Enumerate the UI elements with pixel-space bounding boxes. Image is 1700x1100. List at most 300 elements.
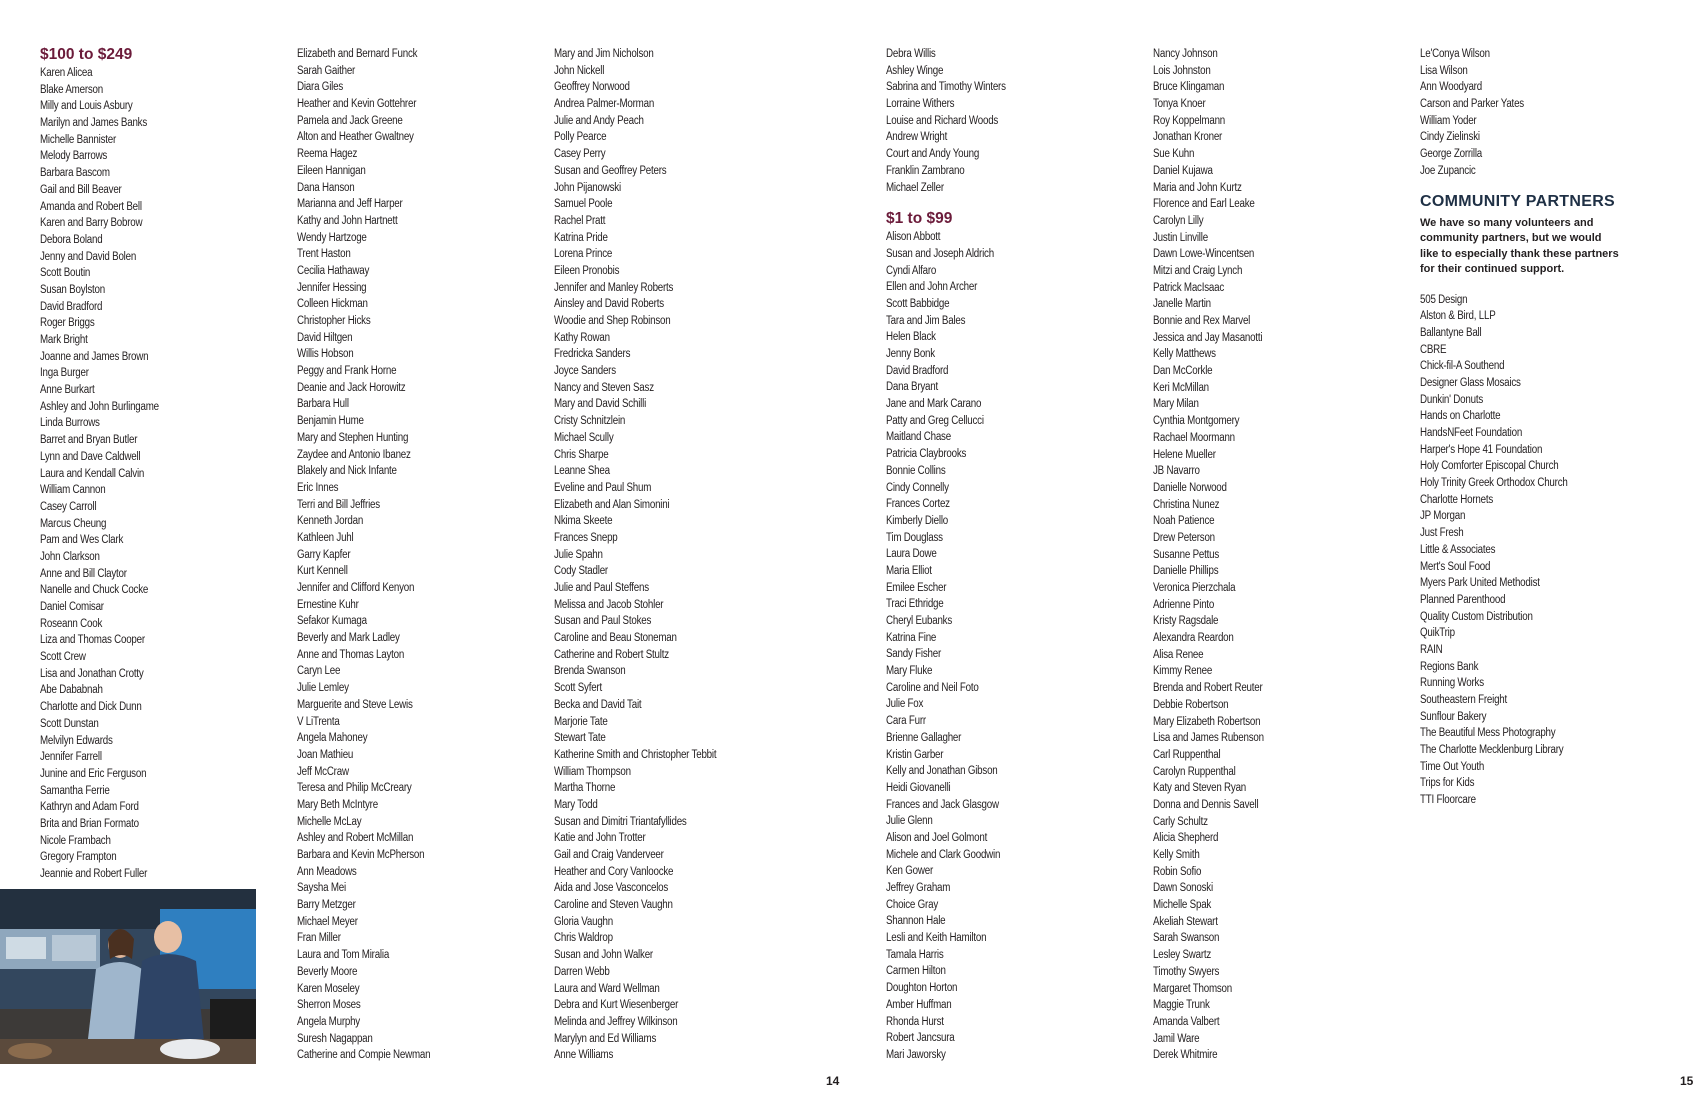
donor-name: Susan and Joseph Aldrich (886, 247, 994, 260)
donor-name: Jennifer Hessing (297, 281, 367, 294)
donor-name: Christina Nunez (1153, 498, 1220, 511)
donor-name: Garry Kapfer (297, 548, 351, 561)
donor-name: Patty and Greg Cellucci (886, 414, 984, 427)
donor-name: Jeffrey Graham (886, 882, 951, 894)
donor-name: Julie Fox (886, 698, 924, 711)
donor-name: Lisa and James Rubenson (1153, 732, 1264, 745)
donor-name: Beverly Moore (297, 965, 358, 978)
donor-name: Michele and Clark Goodwin (886, 848, 1001, 861)
donor-name: Willis Hobson (297, 348, 354, 361)
donor-name: Susan and John Walker (554, 949, 653, 962)
partner-item: JP Morgan (1420, 510, 1466, 523)
donor-column-6 (1420, 46, 1620, 809)
donor-name: Inga Burger (40, 367, 89, 380)
donor-name: Marianna and Jeff Harper (297, 198, 403, 211)
partner-item: Time Out Youth (1420, 760, 1485, 773)
donor-name: Casey Carroll (40, 500, 97, 513)
donor-name: Geoffrey Norwood (554, 81, 630, 94)
donor-name: Le'Conya Wilson (1420, 48, 1490, 60)
donor-name: Susanne Pettus (1153, 548, 1220, 561)
donor-name: Eveline and Paul Shum (554, 481, 652, 494)
donor-name: Patrick MacIsaac (1153, 281, 1225, 294)
donor-name: Lisa Wilson (1420, 64, 1468, 77)
donor-name: Melody Barrows (40, 150, 108, 163)
donor-name: Daniel Kujawa (1153, 164, 1213, 177)
donor-name: Aida and Jose Vasconcelos (554, 882, 669, 895)
donor-name: Joe Zupancic (1420, 164, 1476, 177)
community-partners-intro: We have so many volunteers and community partners, but we would like to especially thank these partners for their continued support. (1420, 216, 1619, 275)
donor-name: Kimberly Diello (886, 514, 948, 527)
partner-item: Trips for Kids (1420, 777, 1475, 790)
donor-name: Frances and Jack Glasgow (886, 798, 999, 811)
partner-item: Just Fresh (1420, 527, 1464, 540)
donor-name: Dana Hanson (297, 181, 355, 194)
donor-name: Maitland Chase (886, 431, 951, 444)
donor-name: Angela Mahoney (297, 732, 368, 745)
donor-name: Cyndi Alfaro (886, 264, 937, 277)
donor-name: Lorraine Withers (886, 98, 955, 111)
donor-name: Brenda and Robert Reuter (1153, 682, 1263, 695)
donor-name: Kristy Ragsdale (1153, 615, 1219, 628)
donor-name: Michelle Bannister (40, 133, 117, 146)
partner-item: Holy Comforter Episcopal Church (1420, 460, 1559, 473)
donor-name: Sarah Swanson (1153, 932, 1220, 945)
donor-name: Kathy and John Hartnett (297, 214, 398, 227)
donor-name: Nkima Skeete (554, 515, 613, 528)
donor-name: Susan Boylston (40, 283, 105, 296)
donor-name: Debora Boland (40, 233, 103, 246)
donor-name: David Bradford (40, 300, 103, 313)
donor-name: Keri McMillan (1153, 381, 1209, 394)
donor-name: Barbara Bascom (40, 167, 110, 180)
donor-name: Teresa and Philip McCreary (297, 782, 412, 795)
donor-name: Julie and Andy Peach (554, 114, 644, 127)
donor-name: Gail and Bill Beaver (40, 183, 122, 196)
donor-name: Brenda Swanson (554, 665, 626, 678)
donor-name: Heather and Kevin Gottehrer (297, 98, 417, 111)
donor-name: Cody Stadler (554, 565, 608, 578)
donor-name: Blakely and Nick Infante (297, 465, 397, 478)
donor-name: Lesli and Keith Hamilton (886, 932, 987, 945)
donor-name: Dan McCorkle (1153, 365, 1213, 378)
partner-item: Chick-fil-A Southend (1420, 360, 1505, 373)
donor-name: Sherron Moses (297, 999, 361, 1012)
donor-name: Carl Ruppenthal (1153, 748, 1221, 761)
donor-name: Jessica and Jay Masanotti (1153, 331, 1263, 344)
donor-name: Katie and John Trotter (554, 832, 646, 845)
tier-heading-100-249: $100 to $249 (40, 46, 133, 63)
donor-name: Kurt Kennell (297, 565, 348, 578)
donor-name: Gloria Vaughn (554, 915, 614, 928)
donor-name: Alton and Heather Gwaltney (297, 131, 414, 144)
donor-name: Michael Scully (554, 431, 614, 444)
page-number-left: 14 (826, 1074, 840, 1088)
donor-name: Maria Elliot (886, 564, 932, 577)
donor-name: Cindy Zielinski (1420, 131, 1480, 144)
donor-name: John Pijanowski (554, 181, 621, 194)
donor-name: Eric Innes (297, 481, 339, 494)
donor-list (1420, 46, 1620, 180)
donor-name: Milly and Louis Asbury (40, 100, 133, 113)
donor-name: Samuel Poole (554, 198, 613, 211)
donor-name: David Bradford (886, 364, 949, 377)
donor-name: Court and Andy Young (886, 148, 980, 161)
donor-name: Blake Amerson (40, 83, 103, 96)
donor-name: Carolyn Lilly (1153, 214, 1204, 227)
donor-name: Pamela and Jack Greene (297, 114, 403, 127)
partner-item: Little & Associates (1420, 543, 1496, 556)
donor-name: Melinda and Jeffrey Wilkinson (554, 1015, 678, 1028)
donor-name: Laura and Tom Miralia (297, 949, 390, 962)
donor-name: Peggy and Frank Horne (297, 365, 397, 378)
donor-name: Alison and Joel Golmont (886, 831, 988, 844)
donor-name: Casey Perry (554, 148, 606, 161)
donor-name: Marylyn and Ed Williams (554, 1032, 657, 1045)
donor-column-1 (40, 46, 180, 883)
donor-name: Karen Alicea (40, 67, 93, 79)
donor-name: Frances Snepp (554, 531, 618, 544)
donor-name: Danielle Phillips (1153, 565, 1219, 578)
donor-name: Susan and Geoffrey Peters (554, 164, 667, 177)
donor-list (40, 65, 180, 883)
donor-name: Janelle Martin (1153, 298, 1211, 311)
donor-column-2 (297, 46, 454, 1064)
donor-name: Abe Dababnah (40, 684, 103, 697)
donor-name: Andrea Palmer-Morman (554, 98, 655, 111)
donor-name: Franklin Zambrano (886, 164, 965, 177)
donor-name: Lois Johnston (1153, 64, 1211, 77)
donor-name: Samantha Ferrie (40, 784, 110, 797)
donor-name: Kelly Matthews (1153, 348, 1216, 361)
community-partners-heading: COMMUNITY PARTNERS (1420, 192, 1616, 210)
donor-name: Michael Zeller (886, 181, 944, 194)
donor-name: Gregory Frampton (40, 851, 117, 864)
donor-name: Cristy Schnitzlein (554, 415, 626, 428)
donor-name: JB Navarro (1153, 465, 1200, 478)
donor-name: Tonya Knoer (1153, 98, 1206, 111)
donor-name: Carly Schultz (1153, 815, 1208, 828)
partner-item: RAIN (1420, 643, 1443, 656)
donor-name: Zaydee and Antonio Ibanez (297, 448, 411, 461)
donor-name: Darren Webb (554, 965, 610, 978)
donor-name: Fran Miller (297, 932, 341, 945)
donor-name: Martha Thorne (554, 782, 616, 795)
donor-name: Diara Giles (297, 81, 344, 94)
donor-column-4 (886, 46, 1027, 1064)
partner-item: Mert's Soul Food (1420, 560, 1491, 573)
donor-name: Roger Briggs (40, 317, 95, 330)
donor-name: Patricia Claybrooks (886, 448, 967, 461)
partner-item: HandsNFeet Foundation (1420, 427, 1523, 439)
donor-name: Cheryl Eubanks (886, 615, 953, 627)
donor-name: Rhonda Hurst (886, 1015, 944, 1028)
donor-name: Saysha Mei (297, 882, 346, 895)
donor-name: Mary and David Schilli (554, 398, 647, 411)
donor-name: Mary Todd (554, 798, 598, 811)
donor-name: Mary Beth McIntyre (297, 798, 378, 811)
donor-name: George Zorrilla (1420, 148, 1483, 161)
donor-name: Katy and Steven Ryan (1153, 782, 1247, 795)
donor-name: Cindy Connelly (886, 481, 949, 494)
donor-name: Caroline and Neil Foto (886, 681, 979, 694)
donor-name: Kelly and Jonathan Gibson (886, 765, 998, 778)
donor-name: Tim Douglass (886, 531, 943, 544)
donor-name: Mark Bright (40, 334, 88, 346)
donor-name: Roy Koppelmann (1153, 114, 1226, 127)
donor-name: Michael Meyer (297, 915, 358, 928)
donor-name: Jane and Mark Carano (886, 398, 982, 411)
donor-name: Shannon Hale (886, 915, 946, 928)
donor-name: Drew Peterson (1153, 531, 1215, 544)
donor-name: Florence and Earl Leake (1153, 198, 1255, 211)
donor-list (554, 46, 745, 1064)
donor-name: Polly Pearce (554, 131, 607, 144)
donor-name: Pam and Wes Clark (40, 534, 124, 547)
partner-item: Southeastern Freight (1420, 694, 1508, 706)
donor-name: Karen Moseley (297, 982, 360, 995)
donor-name: Brita and Brian Formato (40, 817, 139, 830)
donor-name: Fredricka Sanders (554, 348, 631, 361)
donor-name: Cara Furr (886, 715, 926, 728)
donor-name: Marcus Cheung (40, 517, 107, 530)
donor-name: Reema Hagez (297, 148, 358, 161)
donor-name: Jonathan Kroner (1153, 131, 1223, 144)
donor-name: Michelle Spak (1153, 899, 1212, 912)
donor-name: Alisa Renee (1153, 648, 1204, 661)
donor-name: Ainsley and David Roberts (554, 298, 664, 311)
donor-name: Debbie Robertson (1153, 698, 1229, 711)
donor-name: Veronica Pierzchala (1153, 582, 1236, 594)
partner-item: Ballantyne Ball (1420, 326, 1482, 339)
donor-name: Lesley Swartz (1153, 949, 1212, 962)
donor-name: Joan Mathieu (297, 748, 354, 761)
donor-name: Chris Waldrop (554, 932, 613, 945)
donor-name: Dana Bryant (886, 381, 939, 394)
donor-name: Kenneth Jordan (297, 515, 364, 528)
partner-list (1420, 292, 1620, 809)
donor-name: Nancy Johnson (1153, 48, 1218, 60)
tier-heading-1-99: $1 to $99 (886, 210, 953, 228)
donor-name: Lorena Prince (554, 248, 613, 261)
donor-name: Noah Patience (1153, 515, 1215, 528)
donor-name: Barret and Bryan Butler (40, 434, 138, 447)
donor-name: Laura Dowe (886, 548, 937, 561)
donor-name: Susan and Dimitri Triantafyllides (554, 815, 687, 828)
donor-name: Elizabeth and Bernard Funck (297, 48, 418, 60)
donor-name: Kimmy Renee (1153, 665, 1213, 678)
donor-column-3 (554, 46, 745, 1064)
donor-name: Marilyn and James Banks (40, 117, 148, 130)
donor-name: Ellen and John Archer (886, 281, 978, 294)
donor-name: Melissa and Jacob Stohler (554, 598, 664, 611)
partner-item: Myers Park United Methodist (1420, 577, 1540, 590)
donor-name: Nancy and Steven Sasz (554, 381, 654, 394)
partner-item: Charlotte Hornets (1420, 493, 1493, 506)
donor-name: Akeliah Stewart (1153, 915, 1218, 928)
donor-name: Jenny Bonk (886, 348, 935, 360)
donor-name: Suresh Nagappan (297, 1032, 373, 1045)
donor-name: Anne Williams (554, 1049, 614, 1062)
donor-name: Bonnie and Rex Marvel (1153, 315, 1251, 327)
donor-name: Kathryn and Adam Ford (40, 801, 139, 814)
donor-name: Barry Metzger (297, 899, 356, 912)
donor-name: Eileen Pronobis (554, 264, 620, 277)
donor-name: Nicole Frambach (40, 834, 111, 847)
partner-item: Sunflour Bakery (1420, 710, 1487, 723)
donor-name: Anne Burkart (40, 384, 95, 397)
partner-item: Hands on Charlotte (1420, 410, 1501, 423)
donor-name: V LiTrenta (297, 715, 340, 728)
partner-item: Alston & Bird, LLP (1420, 310, 1496, 323)
partner-item: CBRE (1420, 343, 1447, 356)
donor-name: Marguerite and Steve Lewis (297, 698, 413, 711)
donor-name: Amber Huffman (886, 998, 952, 1011)
donor-name: Julie Spahn (554, 548, 603, 561)
donor-name: Bruce Klingaman (1153, 81, 1225, 94)
partner-item: Quality Custom Distribution (1420, 610, 1533, 623)
donor-name: Tamala Harris (886, 948, 944, 961)
page-number-right: 15 (1680, 1074, 1694, 1088)
donor-column-5 (1153, 46, 1283, 1064)
donor-name: Cynthia Montgomery (1153, 415, 1240, 428)
donor-name: Mary and Stephen Hunting (297, 431, 409, 444)
donor-name: Timothy Swyers (1153, 965, 1220, 978)
donor-name: Heather and Cory Vanloocke (554, 865, 674, 878)
donor-name: Ashley and John Burlingame (40, 400, 159, 413)
donor-name: Susan and Paul Stokes (554, 615, 652, 628)
donor-name: Scott Crew (40, 651, 86, 664)
donor-name: Debra Willis (886, 48, 936, 60)
donor-name: Rachael Moormann (1153, 431, 1235, 444)
donor-name: William Thompson (554, 765, 631, 778)
donor-name: Amanda and Robert Bell (40, 200, 142, 213)
partner-item: TTI Floorcare (1420, 794, 1476, 807)
donor-name: Anne and Thomas Layton (297, 648, 405, 661)
donor-name: Linda Burrows (40, 417, 100, 430)
donor-name: Jennifer and Clifford Kenyon (297, 582, 415, 594)
donor-name: Doughton Horton (886, 982, 958, 995)
donor-name: Trent Haston (297, 248, 351, 261)
donor-name: Chris Sharpe (554, 448, 609, 461)
donor-name: Joanne and James Brown (40, 350, 149, 363)
donor-name: Lisa and Jonathan Crotty (40, 667, 144, 680)
partner-item: The Charlotte Mecklenburg Library (1420, 744, 1564, 757)
donor-name: Laura and Ward Wellman (554, 982, 660, 995)
donor-name: Katrina Fine (886, 631, 937, 644)
donor-name: Donna and Dennis Savell (1153, 798, 1259, 811)
donor-name: Caroline and Steven Vaughn (554, 899, 673, 912)
donor-name: Laura and Kendall Calvin (40, 467, 145, 480)
donor-name: Anne and Bill Claytor (40, 567, 127, 580)
donor-name: Katrina Pride (554, 231, 608, 244)
donor-name: Colleen Hickman (297, 298, 368, 311)
donor-name: Kathleen Juhl (297, 531, 354, 544)
donor-name: Kelly Smith (1153, 849, 1200, 861)
donor-name: Caroline and Beau Stoneman (554, 632, 677, 645)
donor-name: Scott Dunstan (40, 717, 99, 730)
donor-name: Elizabeth and Alan Simonini (554, 498, 670, 511)
donor-list (1153, 46, 1283, 1064)
partner-item: Dunkin' Donuts (1420, 393, 1484, 406)
donor-name: Eileen Hannigan (297, 164, 366, 177)
donor-name: Maria and John Kurtz (1153, 181, 1242, 194)
donor-name: Deanie and Jack Horowitz (297, 381, 406, 394)
donor-name: John Nickell (554, 64, 605, 77)
donor-name: Carmen Hilton (886, 965, 946, 978)
donor-name: Liza and Thomas Cooper (40, 634, 145, 647)
donor-name: Alison Abbott (886, 231, 941, 244)
donor-name: Karen and Barry Bobrow (40, 217, 143, 230)
donor-name: Louise and Richard Woods (886, 114, 999, 127)
partner-item: Planned Parenthood (1420, 593, 1506, 606)
donor-name: Sabrina and Timothy Winters (886, 81, 1006, 94)
donor-name: Sefakor Kumaga (297, 615, 367, 628)
partner-item: Harper's Hope 41 Foundation (1420, 443, 1543, 456)
donor-name: Barbara and Kevin McPherson (297, 849, 425, 861)
donor-name: Nanelle and Chuck Cocke (40, 584, 149, 597)
donor-name: Adrienne Pinto (1153, 598, 1215, 611)
donor-name: Julie Lemley (297, 682, 349, 695)
donor-name: Danielle Norwood (1153, 481, 1227, 494)
donor-name: Ernestine Kuhr (297, 598, 359, 611)
donor-name: Leanne Shea (554, 465, 610, 478)
donor-name: Scott Babbidge (886, 297, 950, 310)
donor-name: Jennifer Farrell (40, 751, 102, 764)
partner-item: Designer Glass Mosaics (1420, 376, 1521, 389)
partner-item: Holy Trinity Greek Orthodox Church (1420, 477, 1568, 490)
donor-name: Caryn Lee (297, 665, 341, 678)
donor-name: Catherine and Robert Stultz (554, 648, 669, 661)
donor-name: Jeff McCraw (297, 765, 349, 778)
donor-name: William Yoder (1420, 114, 1477, 127)
donor-name: Wendy Hartzoge (297, 231, 367, 244)
donor-name: Mitzi and Craig Lynch (1153, 264, 1243, 277)
donor-name: Maggie Trunk (1153, 999, 1210, 1012)
donor-name: Carolyn Ruppenthal (1153, 765, 1236, 778)
donor-name: Melvilyn Edwards (40, 734, 113, 747)
donor-name: Traci Ethridge (886, 598, 944, 611)
donor-name: Bonnie Collins (886, 464, 946, 477)
donor-name: Carson and Parker Yates (1420, 98, 1524, 111)
donor-name: Dawn Sonoski (1153, 882, 1213, 895)
donor-name: Heidi Giovanelli (886, 781, 951, 794)
donor-name: Marjorie Tate (554, 715, 608, 728)
partner-item: The Beautiful Mess Photography (1420, 727, 1556, 740)
donor-name: Scott Boutin (40, 267, 91, 280)
donor-list (886, 46, 1027, 196)
donor-name: Sue Kuhn (1153, 148, 1195, 161)
donor-name: Mari Jaworsky (886, 1048, 946, 1061)
partner-item: Regions Bank (1420, 660, 1479, 673)
donor-name: Ann Meadows (297, 865, 357, 878)
donor-name: Mary Fluke (886, 665, 933, 678)
donor-name: Kathy Rowan (554, 331, 610, 344)
donor-name: Mary and Jim Nicholson (554, 48, 654, 60)
donor-name: Christopher Hicks (297, 315, 371, 327)
donor-name: Woodie and Shep Robinson (554, 315, 671, 327)
donor-name: Robin Sofio (1153, 865, 1202, 878)
donor-name: Dawn Lowe-Wincentsen (1153, 248, 1255, 261)
volunteer-photo (0, 889, 256, 1064)
donor-name: Jennifer and Manley Roberts (554, 281, 674, 294)
donor-name: Sandy Fisher (886, 648, 942, 661)
donor-name: Emilee Escher (886, 581, 947, 594)
partner-item: 505 Design (1420, 293, 1468, 306)
donor-name: Ken Gower (886, 865, 933, 878)
donor-name: David Hiltgen (297, 331, 353, 344)
donor-name: Michelle McLay (297, 815, 362, 828)
donor-name: Jenny and David Bolen (40, 250, 137, 263)
